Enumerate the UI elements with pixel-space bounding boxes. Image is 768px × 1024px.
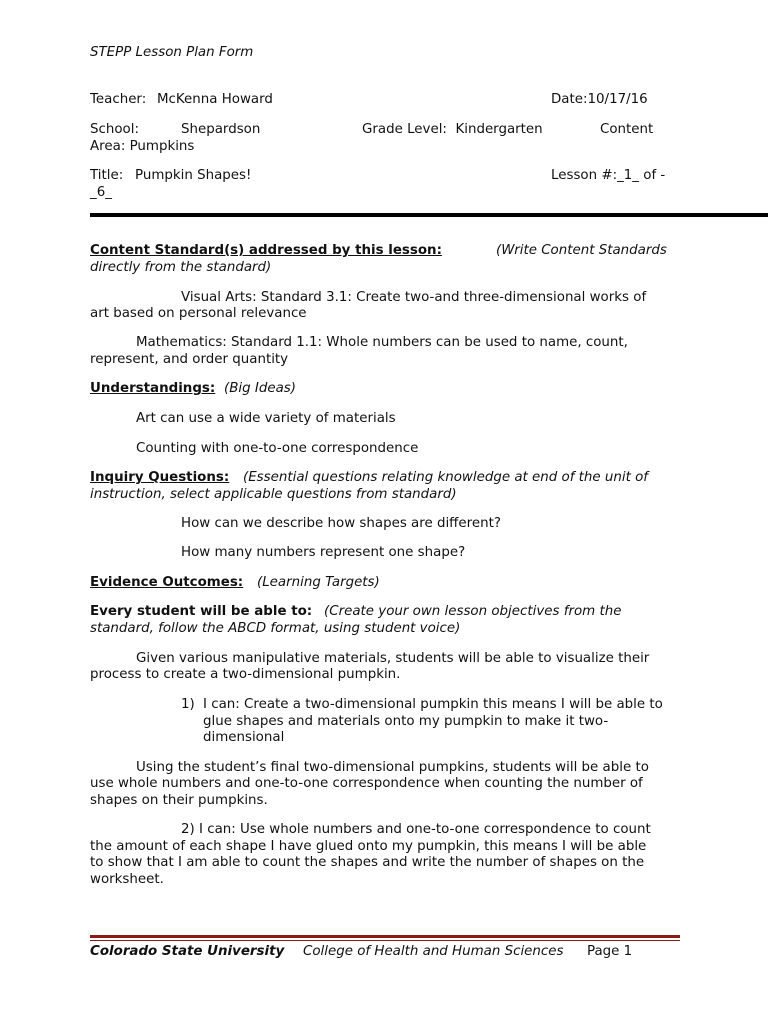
- i-can-statement-2-cont: the amount of each shape I have glued onto my pumpkin, this means I will be able: [90, 839, 647, 854]
- understanding-item: Art can use a wide variety of materials: [136, 411, 396, 426]
- school-label: School:: [90, 122, 139, 137]
- standards-note: (Write Content Standards: [496, 243, 667, 258]
- i-can-statement-1: I can: Create a two-dimensional pumpkin this means I will be able to: [203, 697, 663, 712]
- every-student-heading: Every student will be able to:: [90, 604, 313, 619]
- inquiry-item: How can we describe how shapes are different?: [181, 516, 501, 531]
- standard-math-cont: represent, and order quantity: [90, 352, 289, 367]
- lesson-title: Pumpkin Shapes!: [135, 168, 252, 183]
- inquiry-note-cont: instruction, select applicable questions from standard): [90, 487, 457, 502]
- form-title: STEPP Lesson Plan Form: [90, 45, 254, 60]
- inquiry-note: (Essential questions relating knowledge at end of the unit of: [243, 470, 649, 485]
- objective-paragraph-1: Given various manipulative materials, students will be able to visualize their: [136, 651, 650, 666]
- content-area: Area: Pumpkins: [90, 139, 195, 154]
- evidence-heading: Evidence Outcomes:: [90, 575, 244, 590]
- list-number-1: 1): [181, 697, 195, 712]
- header-divider: [90, 213, 768, 217]
- teacher-label: Teacher:: [90, 92, 147, 107]
- evidence-note: (Learning Targets): [257, 575, 380, 590]
- footer-divider: [90, 935, 680, 938]
- objective-paragraph-2-cont: use whole numbers and one-to-one correspondence when counting the number of: [90, 776, 643, 791]
- lesson-number-cont: _6_: [90, 185, 112, 200]
- objective-paragraph-1-cont: process to create a two-dimensional pumpkin.: [90, 667, 401, 682]
- inquiry-item: How many numbers represent one shape?: [181, 545, 466, 560]
- grade-level: Grade Level: Kindergarten: [362, 122, 543, 137]
- standards-note-cont: directly from the standard): [90, 260, 272, 275]
- i-can-statement-2-cont: worksheet.: [90, 872, 164, 887]
- i-can-statement-2-cont: to show that I am able to count the shapes and write the number of shapes on the: [90, 855, 645, 870]
- footer-college: College of Health and Human Sciences: [303, 944, 564, 959]
- standard-visual-arts: Visual Arts: Standard 3.1: Create two-and three-dimensional works of: [181, 290, 647, 305]
- inquiry-heading: Inquiry Questions:: [90, 470, 230, 485]
- every-student-note-cont: standard, follow the ABCD format, using student voice): [90, 621, 461, 636]
- standards-heading: Content Standard(s) addressed by this lesson:: [90, 243, 442, 258]
- footer-page-number: Page 1: [587, 944, 633, 959]
- title-label: Title:: [90, 168, 124, 183]
- school-name: Shepardson: [181, 122, 261, 137]
- footer-divider-thin: [90, 940, 680, 941]
- date: Date:10/17/16: [551, 92, 648, 107]
- i-can-statement-2: 2) I can: Use whole numbers and one-to-one correspondence to count: [181, 822, 651, 837]
- every-student-note: (Create your own lesson objectives from the: [324, 604, 622, 619]
- standard-math: Mathematics: Standard 1.1: Whole numbers can be used to name, count,: [136, 335, 628, 350]
- lesson-number: Lesson #:_1_ of -: [551, 168, 666, 183]
- i-can-statement-1-cont: glue shapes and materials onto my pumpkin to make it two-: [203, 714, 609, 729]
- objective-paragraph-2: Using the student’s final two-dimensional pumpkins, students will be able to: [136, 760, 649, 775]
- footer-university: Colorado State University: [90, 944, 285, 959]
- understandings-note: (Big Ideas): [224, 381, 296, 396]
- objective-paragraph-2-cont: shapes on their pumpkins.: [90, 793, 268, 808]
- content-label: Content: [600, 122, 654, 137]
- standard-visual-arts-cont: art based on personal relevance: [90, 306, 307, 321]
- understanding-item: Counting with one-to-one correspondence: [136, 441, 419, 456]
- understandings-heading: Understandings:: [90, 381, 216, 396]
- teacher-name: McKenna Howard: [157, 92, 273, 107]
- i-can-statement-1-cont: dimensional: [203, 730, 285, 745]
